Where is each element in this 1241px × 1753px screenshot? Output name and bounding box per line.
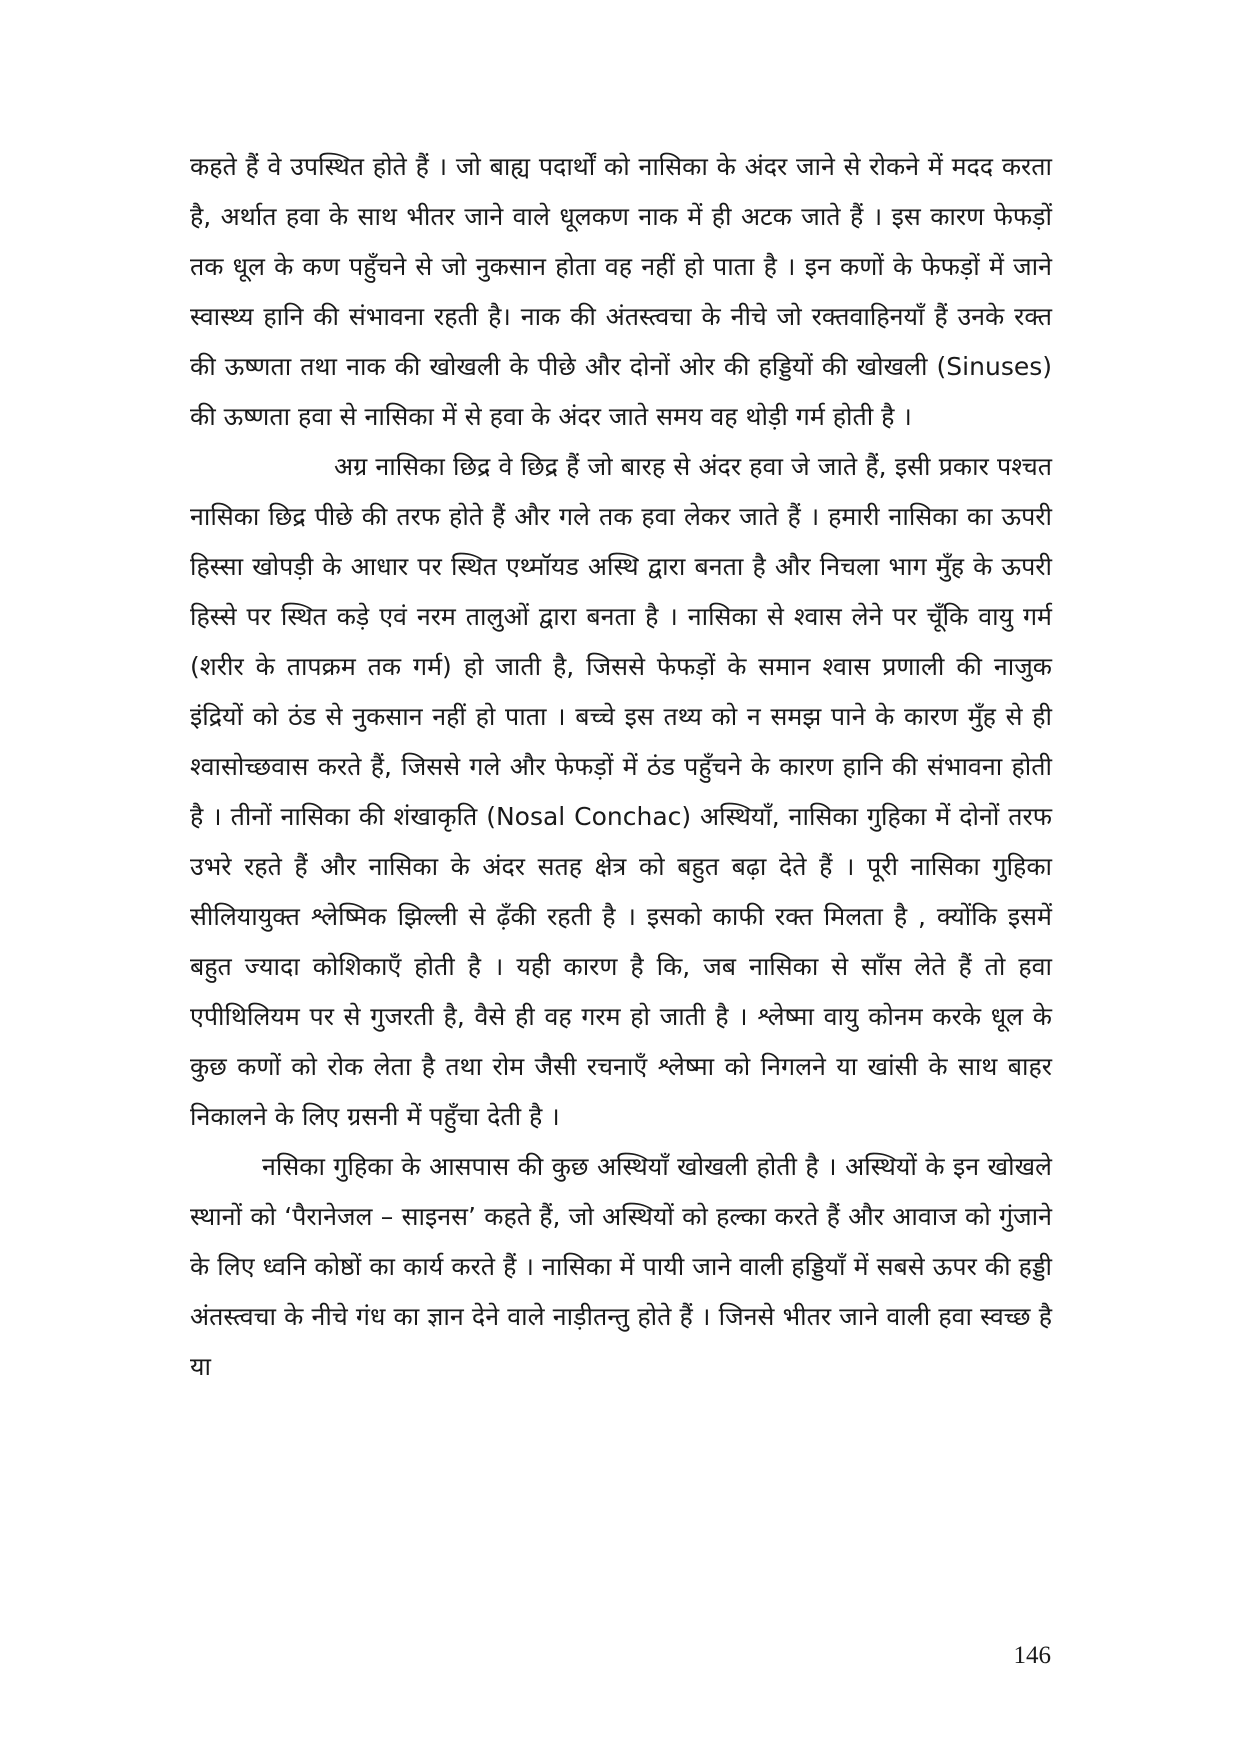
paragraph-3: नसिका गुहिका के आसपास की कुछ अस्थियॉं खोखली होती है । अस्थियों के इन खोखले स्थानों को ‘पैरानेजल – साइनस’ कहते हैं, जो अस्थियों को हल्का करते हैं और आवाज को गुंजाने के लिए ध्वनि कोष्ठों का कार्य करते हैं । नासिका में पायी जाने वाली हड्डियॉं में सबसे ऊपर की हड्डी अंतस्त्वचा के नीचे गंध का ज्ञान देने वाले नाड़ीतन्तु होते हैं । जिनसे भीतर जाने वाली हवा स्वच्छ है या <box>190 1152 1052 1381</box>
paragraph-2: अग्र नासिका छिद्र वे छिद्र हैं जो बारह से अंदर हवा जे जाते हैं, इसी प्रकार पश्चत नासिका छिद्र पीछे की तरफ होते हैं और गले तक हवा लेकर जाते हैं । हमारी नासिका का ऊपरी हिस्सा खोपड़ी के आधार पर स्थित एथ्मॉयड अस्थि द्वारा बनता है और निचला भाग मुँह के ऊपरी हिस्से पर स्थित कड़े एवं नरम तालुओं द्वारा बनता है । नासिका से श्वास लेने पर चूँकि वायु गर्म (शरीर के तापक्रम तक गर्म) हो जाती है, जिससे फेफड़ों के समान श्वास प्रणाली की नाजुक इंद्रियों को ठंड से नुकसान नहीं हो पाता । बच्चे इस तथ्य को न समझ पाने के कारण मुँह से ही श्वासोच्छवास करते हैं, जिससे गले और फेफड़ों में ठंड पहुँचने के कारण हानि की संभावना होती है । तीनों नासिका की शंखाकृति (Nosal Conchac) अस्थियॉं, नासिका गुहिका में दोनों तरफ उभरे रहते हैं और नासिका के अंदर सतह क्षेत्र को बहुत बढ़ा देते हैं । पूरी नासिका गुहिका सीलियायुक्त श्लेष्मिक झिल्ली से ढ़ँकी रहती है । इसको काफी रक्त मिलता है , क्योंकि इसमें बहुत ज्यादा कोशिकाऍं होती है । यही कारण है कि, जब नासिका से सॉंस लेते हैं तो हवा एपीथिलियम पर से गुजरती है, वैसे ही वह गरम हो जाती है । श्लेष्मा वायु कोनम करके धूल के कुछ कणों को रोक लेता है तथा रोम जैसी रचनाऍं श्लेष्मा को निगलने या खांसी के साथ बाहर निकालने के लिए ग्रसनी में पहुँचा देती है । <box>190 452 1052 1131</box>
body-text <box>190 142 1052 1392</box>
page-number: 146 <box>1013 1642 1051 1669</box>
paragraph-1: कहते हैं वे उपस्थित होते हैं । जो बाह्य पदार्थों को नासिका के अंदर जाने से रोकने में मदद करता है, अर्थात हवा के साथ भीतर जाने वाले धूलकण नाक में ही अटक जाते हैं । इस कारण फेफड़ों तक धूल के कण पहुँचने से जो नुकसान होता वह नहीं हो पाता है । इन कणों के फेफड़ों में जाने स्वास्थ्य हानि की संभावना रहती है। नाक की अंतस्त्वचा के नीचे जो रक्तवाहिनयॉं हैं उनके रक्त की ऊष्णता तथा नाक की खोखली के पीछे और दोनों ओर की हड्डियों की खोखली (Sinuses) की ऊष्णता हवा से नासिका में से हवा के अंदर जाते समय वह थोड़ी गर्म होती है । <box>190 152 1052 431</box>
